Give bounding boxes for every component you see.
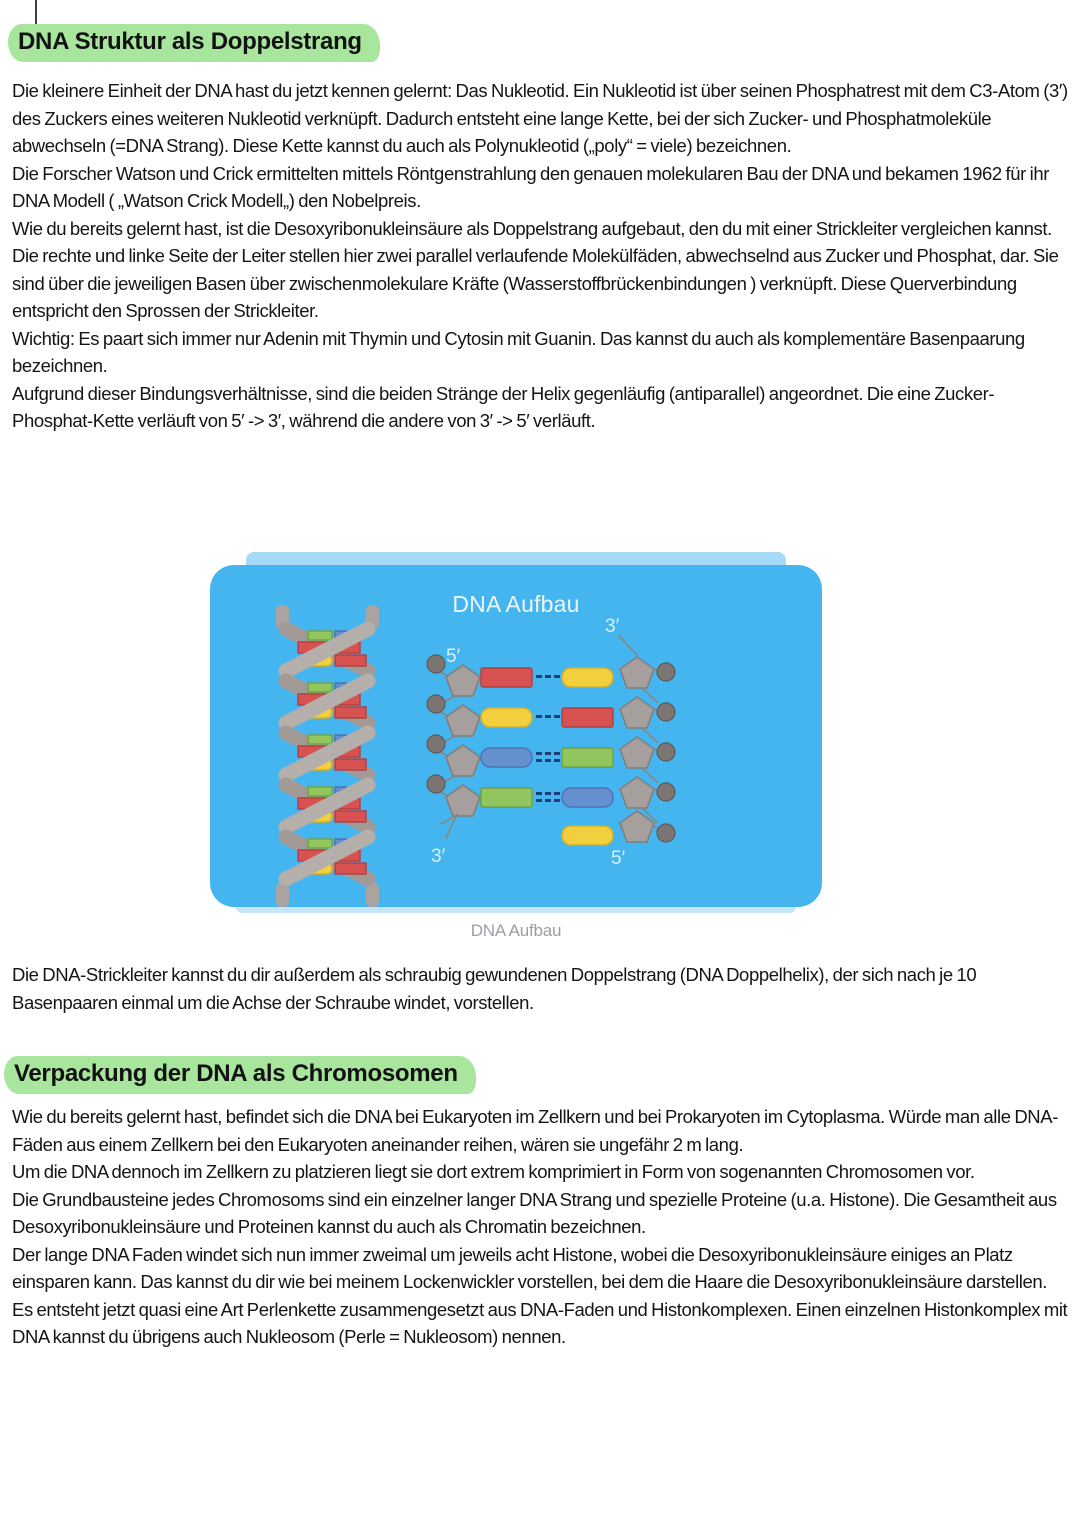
hydrogen-bond-dash: [545, 792, 551, 795]
base-red: [481, 668, 532, 687]
dna-helix-illustration: [276, 605, 379, 907]
base-green: [562, 748, 613, 767]
base-blue: [481, 748, 532, 767]
base-green: [308, 683, 332, 692]
hydrogen-bond-dash: [545, 799, 551, 802]
helix-ribbon-end: [276, 883, 289, 907]
paragraph: Die Forscher Watson und Crick ermittelten mittels Röntgenstrahlung den genauen molekularen Bau der DNA und bekamen 1962 für ihr DNA Modell ( „Watson Crick Modell„) den Nobelpreis.: [12, 162, 1049, 211]
backbone-connector: [619, 636, 637, 655]
base-red: [335, 863, 366, 874]
strand-label-5-prime: 5′: [611, 848, 626, 869]
paragraph: Die kleinere Einheit der DNA hast du jetzt kennen gelernt: Das Nukleotid. Ein Nukleotid ist über seinen Phosphatrest mit dem C3-Atom (3′) des Zuckers eines weiteren Nukleotid verknüpft. Dadurch entsteht eine lange Kette, bei der sich Zucker- und Phosphatmoleküle abwechseln (=DNA Strang). Diese Kette kannst du auch als Polynukleotid („poly“ = viele) bezeichnen.: [12, 80, 1068, 156]
figure-image-bottom-edge: [236, 907, 796, 913]
figure-image-top-edge: [246, 552, 786, 565]
paragraph: Wie du bereits gelernt hast, ist die Desoxyribonukleinsäure als Doppelstrang aufgebaut, den du mit einer Strickleiter vergleichen kannst. Die rechte und linke Seite der Leiter stellen hier zwei parallel verlaufende Molekülfäden, abwechselnd aus Zucker und Phosphat, dar. Sie sind über die jeweiligen Basen über zwischenmolekulare Kräfte (Wasserstoffbrückenbindungen ) verknüpft. Diese Querverbindung entspricht den Sprossen der Strickleiter.: [12, 217, 1059, 321]
base-red: [335, 655, 366, 666]
paragraph: Die Grundbausteine jedes Chromosoms sind ein einzelner langer DNA Strang und spezielle Proteine (u.a. Histone). Die Gesamtheit aus Desoxyribonukleinsäure und Proteinen kannst du auch als Chromatin bezeichnen.: [12, 1188, 1057, 1237]
hydrogen-bond-dash: [536, 752, 542, 755]
paragraph: Die DNA-Strickleiter kannst du dir außerdem als schraubig gewundenen Doppelstrang (DNA Doppelhelix), der sich nach je 10 Basenpaaren einmal um die Achse der Schraube windet, vorstellen.: [12, 964, 977, 1013]
phosphate-circle: [657, 663, 675, 681]
hydrogen-bond-dash: [536, 675, 542, 678]
paragraph: Aufgrund dieser Bindungsverhältnisse, sind die beiden Stränge der Helix gegenläufig (antiparallel) angeordnet. Die eine Zucker-Phosphat-Kette verläuft von 5′ -> 3′, während die andere von 3′ -> 5′ verläuft.: [12, 382, 995, 431]
heading-highlight: Verpackung der DNA als Chromosomen: [4, 1056, 476, 1094]
phosphate-circle: [427, 775, 445, 793]
hydrogen-bond-dash: [554, 715, 560, 718]
phosphate-circle: [657, 824, 675, 842]
hydrogen-bond-dash: [536, 759, 542, 762]
hydrogen-bond-dash: [545, 752, 551, 755]
base-blue: [562, 788, 613, 807]
sugar-pentagon: [446, 665, 480, 696]
phosphate-circle: [427, 695, 445, 713]
base-yellow: [562, 826, 613, 845]
section-heading-dna-struktur: [8, 24, 380, 62]
strand-label-5-prime: 5′: [446, 646, 461, 667]
strand-label-3-prime: 3′: [431, 846, 446, 867]
base-red: [562, 708, 613, 727]
paragraph: Um die DNA dennoch im Zellkern zu platzieren liegt sie dort extrem komprimiert in Form von sogenannten Chromosomen vor.: [12, 1161, 975, 1182]
heading-highlight: DNA Struktur als Doppelstrang: [8, 24, 380, 62]
base-green: [481, 788, 532, 807]
base-yellow: [562, 668, 613, 687]
sugar-pentagon: [446, 745, 480, 776]
base-yellow: [481, 708, 532, 727]
hydrogen-bond-dash: [545, 759, 551, 762]
base-green: [308, 735, 332, 744]
hydrogen-bond-dash: [536, 715, 542, 718]
hydrogen-bond-dash: [554, 752, 560, 755]
paragraph: Wie du bereits gelernt hast, befindet sich die DNA bei Eukaryoten im Zellkern und bei Prokaryoten im Cytoplasma. Würde man alle DNA-Fäden aus einem Zellkern bei den Eukaryoten aneinander reihen, wären sie ungefähr 2 m lang.: [12, 1106, 1058, 1155]
base-green: [308, 631, 332, 640]
base-red: [335, 759, 366, 770]
figure-caption: DNA Aufbau: [470, 921, 562, 940]
section2-text: [12, 1103, 1070, 1351]
hydrogen-bond-dash: [554, 675, 560, 678]
sugar-pentagon: [620, 777, 654, 808]
section-heading-verpackung: [4, 1056, 476, 1094]
hydrogen-bond-dash: [554, 799, 560, 802]
paragraph: Wichtig: Es paart sich immer nur Adenin mit Thymin und Cytosin mit Guanin. Das kannst du auch als komplementäre Basenpaarung bezeichnen.: [12, 327, 1025, 376]
sugar-pentagon: [620, 737, 654, 768]
phosphate-circle: [427, 735, 445, 753]
hydrogen-bond-dash: [536, 799, 542, 802]
sugar-pentagon: [446, 785, 480, 816]
base-red: [335, 707, 366, 718]
hydrogen-bond-dash: [545, 715, 551, 718]
page-edge-mark: [35, 0, 37, 24]
hydrogen-bond-dash: [536, 792, 542, 795]
figure-panel: [210, 565, 822, 907]
phosphate-circle: [657, 743, 675, 761]
phosphate-circle: [657, 783, 675, 801]
strand-label-3-prime: 3′: [605, 616, 620, 637]
figure-title: DNA Aufbau: [452, 591, 580, 617]
phosphate-circle: [427, 655, 445, 673]
dna-aufbau-figure: [210, 552, 822, 913]
hydrogen-bond-dash: [545, 675, 551, 678]
hydrogen-bond-dash: [554, 792, 560, 795]
base-red: [335, 811, 366, 822]
sugar-pentagon: [620, 811, 654, 842]
sugar-pentagon: [446, 705, 480, 736]
section1-text: [12, 77, 1070, 435]
hydrogen-bond-dash: [554, 759, 560, 762]
base-green: [308, 839, 332, 848]
phosphate-circle: [657, 703, 675, 721]
base-green: [308, 787, 332, 796]
dna-ladder-illustration: [427, 655, 675, 845]
after-figure-text: [12, 961, 1070, 1016]
paragraph: Der lange DNA Faden windet sich nun immer zweimal um jeweils acht Histone, wobei die Desoxyribonukleinsäure einiges an Platz einsparen kann. Das kannst du dir wie bei meinem Lockenwickler vorstellen, bei dem die Haare die Desoxyribonukleinsäure darstellen. Es entsteht jetzt quasi eine Art Perlenkette zusammengesetzt aus DNA-Faden und Histonkomplexen. Einen einzelnen Histonkomplex mit DNA kannst du übrigens auch Nukleosom (Perle = Nukleosom) nennen.: [12, 1243, 1068, 1347]
sugar-pentagon: [620, 657, 654, 688]
sugar-pentagon: [620, 697, 654, 728]
helix-ribbon-end: [366, 883, 379, 907]
